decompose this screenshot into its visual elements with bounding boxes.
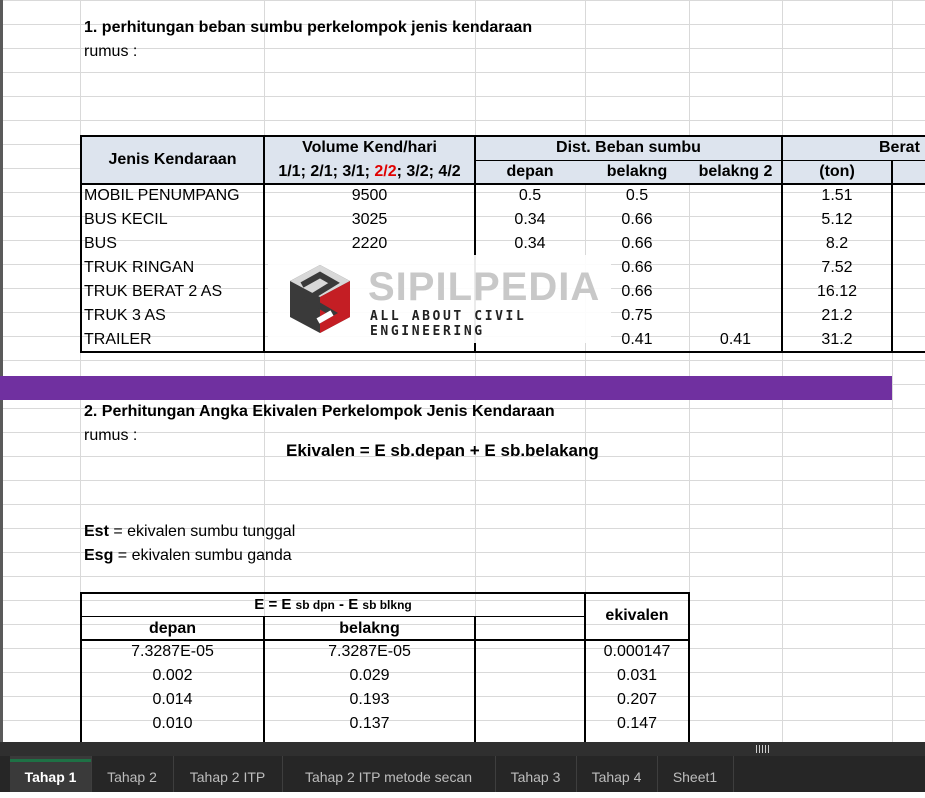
col-ton: (ton) bbox=[819, 163, 855, 180]
table1-cell-ton[interactable]: 21.2 bbox=[821, 307, 853, 324]
border bbox=[781, 135, 783, 353]
table1-cell-name[interactable]: BUS KECIL bbox=[84, 211, 168, 228]
table1-cell-name[interactable]: TRUK RINGAN bbox=[84, 259, 195, 276]
table1-cell-ton[interactable]: 8.2 bbox=[825, 235, 849, 252]
col-volume-sub bbox=[264, 160, 475, 184]
table1-cell-belakng[interactable]: 0.66 bbox=[621, 259, 653, 276]
hdr-minus: - E bbox=[334, 596, 363, 613]
table2-cell-belakng[interactable]: 0.029 bbox=[349, 667, 390, 684]
border bbox=[80, 639, 690, 641]
sipilpedia-logo-icon bbox=[288, 263, 352, 335]
section-divider-band bbox=[0, 376, 892, 400]
table2-cell-depan[interactable]: 0.010 bbox=[152, 715, 193, 732]
horizontal-scrollbar[interactable] bbox=[0, 742, 925, 756]
sheet-tab-tahap-4[interactable]: Tahap 4 bbox=[576, 756, 658, 792]
table1-cell-volume[interactable]: 2220 bbox=[351, 235, 388, 252]
table1-cell-ton[interactable]: 7.52 bbox=[821, 259, 853, 276]
border bbox=[80, 592, 82, 742]
border bbox=[584, 592, 586, 742]
section1-rumus: rumus : bbox=[84, 43, 138, 60]
table1-cell-name[interactable]: BUS bbox=[84, 235, 117, 252]
section2-title: 2. Perhitungan Angka Ekivalen Perkelompok Jenis Kendaraan bbox=[84, 403, 555, 420]
volume-sub-a: 1/1; 2/1; 3/1; bbox=[278, 163, 375, 180]
table1-cell-volume[interactable]: 9500 bbox=[351, 187, 388, 204]
hdr-sbdpn: sb dpn bbox=[295, 598, 335, 612]
table2-cell-ekivalen[interactable]: 0.207 bbox=[616, 691, 658, 708]
table2-cell-ekivalen[interactable]: 0.147 bbox=[616, 715, 658, 732]
volume-sub-red: 2/2 bbox=[374, 163, 397, 180]
hdr-sbblkng: sb blkng bbox=[362, 598, 412, 612]
table1-cell-depan[interactable]: 0.34 bbox=[514, 211, 546, 228]
est-definition bbox=[84, 520, 295, 544]
table1-cell-belakng[interactable]: 0.66 bbox=[621, 235, 653, 252]
table1-cell-belakng2[interactable]: 0.41 bbox=[719, 331, 752, 348]
border bbox=[263, 135, 265, 353]
table1-cell-belakng[interactable]: 0.5 bbox=[625, 187, 649, 204]
border bbox=[80, 183, 925, 185]
col-dist-beban: Dist. Beban sumbu bbox=[556, 139, 701, 156]
sheet-tab-tahap-2-itp[interactable]: Tahap 2 ITP bbox=[173, 756, 283, 792]
section1-title: 1. perhitungan beban sumbu perkelompok jenis kendaraan bbox=[84, 19, 533, 36]
table1-cell-name[interactable]: MOBIL PENUMPANG bbox=[84, 187, 240, 204]
table1-cell-belakng[interactable]: 0.66 bbox=[621, 283, 653, 300]
row-header-edge bbox=[0, 0, 3, 742]
table2-cell-ekivalen[interactable]: 0.031 bbox=[616, 667, 658, 684]
table2-cell-belakng[interactable]: 0.137 bbox=[349, 715, 390, 732]
table1-cell-depan[interactable]: 0.34 bbox=[514, 235, 546, 252]
table2-formula-header bbox=[81, 593, 585, 617]
hdr-e: E = E bbox=[254, 596, 296, 613]
table1-cell-name[interactable]: TRAILER bbox=[84, 331, 152, 348]
col-depan: depan bbox=[506, 163, 554, 180]
border bbox=[80, 616, 585, 617]
esg-definition bbox=[84, 544, 292, 568]
sheet-tab-tahap-1[interactable]: Tahap 1 bbox=[10, 756, 92, 792]
col-belakng: belakng bbox=[606, 163, 668, 180]
table1-cell-volume[interactable]: 3025 bbox=[351, 211, 388, 228]
table1-cell-ton[interactable]: 16.12 bbox=[816, 283, 858, 300]
table1-cell-belakng[interactable]: 0.75 bbox=[621, 307, 653, 324]
volume-sub-b: ; 3/2; 4/2 bbox=[396, 163, 461, 180]
sheet-tab-bar bbox=[0, 756, 925, 792]
col-jenis-kendaraan: Jenis Kendaraan bbox=[108, 151, 237, 168]
table1-cell-belakng[interactable]: 0.66 bbox=[621, 211, 653, 228]
sheet-tab-tahap-2-itp-metode-secan[interactable]: Tahap 2 ITP metode secan bbox=[282, 756, 496, 792]
border bbox=[80, 135, 82, 353]
sheet-tab-sheet1[interactable]: Sheet1 bbox=[657, 756, 734, 792]
gridline bbox=[892, 0, 893, 742]
table2-cell-belakng[interactable]: 0.193 bbox=[349, 691, 390, 708]
gridline bbox=[782, 0, 783, 742]
col-belakng-2: belakng 2 bbox=[698, 163, 773, 180]
watermark-tagline: ALL ABOUT CIVIL ENGINEERING bbox=[370, 309, 527, 339]
table1-cell-name[interactable]: TRUK 3 AS bbox=[84, 307, 166, 324]
table2-cell-depan[interactable]: 7.3287E-05 bbox=[131, 643, 214, 660]
col-depan-2: depan bbox=[148, 620, 197, 637]
esg-text: = ekivalen sumbu ganda bbox=[113, 547, 292, 564]
col-ekivalen: ekivalen bbox=[605, 607, 669, 624]
esg-key: Esg bbox=[84, 547, 114, 564]
border bbox=[688, 592, 690, 742]
table1-cell-ton[interactable]: 5.12 bbox=[821, 211, 853, 228]
border bbox=[80, 135, 925, 137]
scrollbar-grip-icon[interactable] bbox=[756, 745, 770, 753]
ekivalen-formula: Ekivalen = E sb.depan + E sb.belakang bbox=[286, 441, 599, 460]
table1-cell-belakng[interactable]: 0.41 bbox=[621, 331, 653, 348]
border bbox=[891, 160, 893, 353]
border bbox=[475, 160, 925, 161]
col-volume: Volume Kend/hari bbox=[302, 139, 437, 156]
sipilpedia-watermark bbox=[268, 255, 611, 343]
est-key: Est bbox=[84, 523, 109, 540]
watermark-brand: SIPILPEDIA bbox=[368, 265, 601, 309]
col-belakng-2b: belakng bbox=[339, 620, 400, 637]
table2-cell-depan[interactable]: 0.002 bbox=[152, 667, 193, 684]
table2-cell-depan[interactable]: 0.014 bbox=[152, 691, 193, 708]
section2-rumus: rumus : bbox=[84, 427, 138, 444]
border bbox=[80, 351, 925, 353]
sheet-tab-tahap-3[interactable]: Tahap 3 bbox=[495, 756, 577, 792]
table1-cell-ton[interactable]: 31.2 bbox=[821, 331, 853, 348]
border bbox=[80, 592, 690, 594]
border bbox=[263, 616, 265, 742]
sheet-tab-tahap-2[interactable]: Tahap 2 bbox=[91, 756, 174, 792]
border bbox=[474, 616, 476, 742]
col-berat: Berat bbox=[879, 139, 920, 156]
table1-cell-depan[interactable]: 0.5 bbox=[518, 187, 542, 204]
table2-cell-ekivalen[interactable]: 0.000147 bbox=[603, 643, 671, 660]
table1-cell-name[interactable]: TRUK BERAT 2 AS bbox=[84, 283, 223, 300]
table1-cell-ton[interactable]: 1.51 bbox=[821, 187, 853, 204]
est-text: = ekivalen sumbu tunggal bbox=[108, 523, 296, 540]
table2-cell-belakng[interactable]: 7.3287E-05 bbox=[328, 643, 411, 660]
